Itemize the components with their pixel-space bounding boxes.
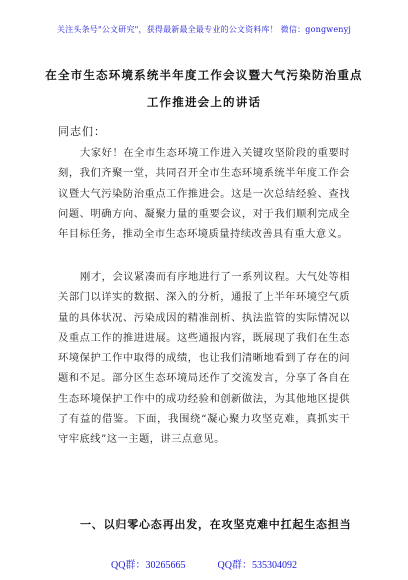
- body-paragraph-2-text: 刚才，会议紧凑而有序地进行了一系列议程。大气处等相关部门以详实的数据、深入的分析，通报了上半年环境空气质量的具体状况、污染成因的精准剖析、执法监管的实际情况以及重点工作的推进进展。这些通报内容，既展现了我们在生态环境保护工作中取得的成绩，也让我们清晰地看到了存在的问题和不足。部分区生态环境局还作了交流发言，分享了各自在生态环境保护工作中的成功经验和创新做法，为其他地区提供了有益的借鉴。下面，我围绕“凝心聚力攻坚克难，真抓实干守牢底线”这一主题，讲三点意见。: [58, 271, 350, 446]
- footer-contact: [0, 556, 408, 571]
- body-paragraph-2: [58, 267, 350, 450]
- body-paragraph-1-text: 大家好！在全市生态环境工作进入关键攻坚阶段的重要时刻，我们齐聚一堂，共同召开全市生态环境系统半年度工作会议暨大气污染防治重点工作推进会。这是一次总结经验、查找问题、明确方向、凝聚力量的重要会议，对于我们顺利完成全年目标任务，推动全市生态环境质量持续改善具有重大意义。: [58, 147, 350, 241]
- header-banner: 关注头条号"公文研究"，获得最新最全最专业的公文资料库！ 微信：gongwenyj: [56, 25, 352, 34]
- footer-qq-group-2: QQ群：535304092: [217, 560, 297, 571]
- document-title-line-1: 在全市生态环境系统半年度工作会议暨大气污染防治重点: [45, 68, 363, 82]
- body-paragraph-1: [58, 143, 350, 244]
- footer-qq-group-1: QQ群：30265665: [111, 560, 186, 571]
- salutation: 同志们：: [58, 125, 106, 138]
- document-title-line-2: 工作推进会上的讲话: [146, 95, 262, 109]
- section-heading-1: 一、以归零心态再出发，在攻坚克难中扛起生态担当: [80, 518, 352, 531]
